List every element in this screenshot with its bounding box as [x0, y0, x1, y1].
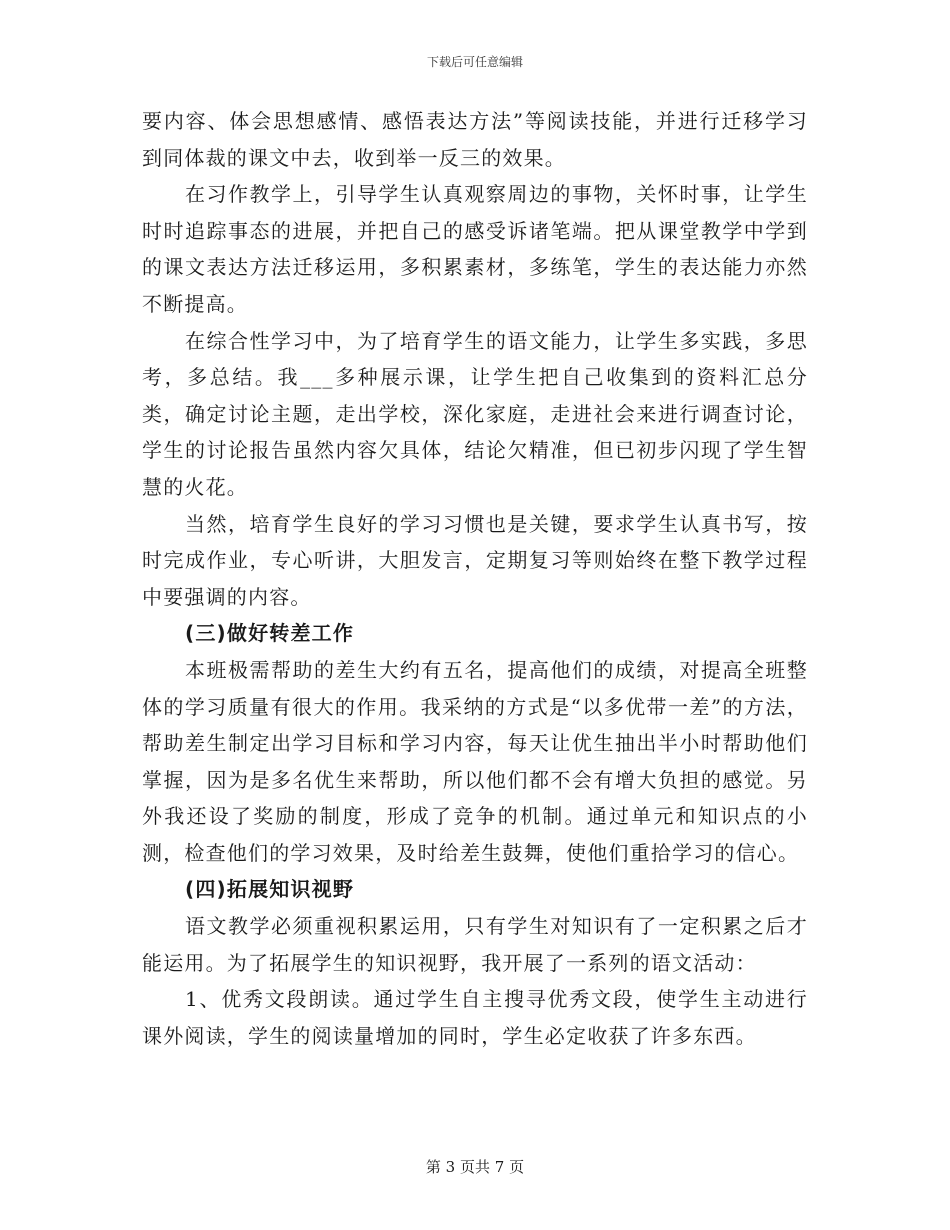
- paragraph-study-habits: 当然，培育学生良好的学习习惯也是关键，要求学生认真书写，按时完成作业，专心听讲，大胆发言，定期复习等则始终在整下教学过程中要强调的内容。: [142, 511, 808, 609]
- document-body: [142, 103, 808, 1054]
- paragraph-comprehensive-learning: 在综合性学习中，为了培育学生的语文能力，让学生多实践，多思考，多总结。我___多种展示课，让学生把自己收集到的资料汇总分类，确定讨论主题，走出学校，深化家庭，走进社会来进行调查讨论，学生的讨论报告虽然内容欠具体，结论欠精准，但已初步闪现了学生智慧的火花。: [142, 328, 808, 499]
- header-note: 下载后可任意编辑: [426, 55, 523, 69]
- paragraph-helping-students: 本班极需帮助的差生大约有五名，提高他们的成绩，对提高全班整体的学习质量有很大的作用。我采纳的方式是“以多优带一差”的方法，帮助差生制定出学习目标和学习内容，每天让优生抽出半小时帮助他们掌握，因为是多名优生来帮助，所以他们都不会有增大负担的感觉。另外我还设了奖励的制度，形成了竞争的机制。通过单元和知识点的小测，检查他们的学习效果，及时给差生鼓舞，使他们重拾学习的信心。: [142, 657, 808, 865]
- section-heading-3: (三)做好转差工作: [185, 621, 355, 646]
- section-heading-4: (四)拓展知识视野: [185, 877, 355, 902]
- paragraph-writing-teaching: 在习作教学上，引导学生认真观察周边的事物，关怀时事，让学生时时追踪事态的进展，并把自己的感受诉诸笔端。把从课堂教学中学到的课文表达方法迁移运用，多积累素材，多练笔，学生的表达能力亦然不断提高。: [142, 182, 808, 316]
- paragraph-accumulation: 语文教学必须重视积累运用，只有学生对知识有了一定积累之后才能运用。为了拓展学生的知识视野，我开展了一系列的语文活动：: [142, 914, 808, 975]
- page-number: 第 3 页共 7 页: [425, 1158, 525, 1176]
- paragraph-reading-activity: 1、优秀文段朗读。通过学生自主搜寻优秀文段，使学生主动进行课外阅读，学生的阅读量增加的同时，学生必定收获了许多东西。: [142, 987, 808, 1048]
- paragraph-continued: 要内容、体会思想感情、感悟表达方法”等阅读技能，并进行迁移学习到同体裁的课文中去，收到举一反三的效果。: [142, 109, 808, 170]
